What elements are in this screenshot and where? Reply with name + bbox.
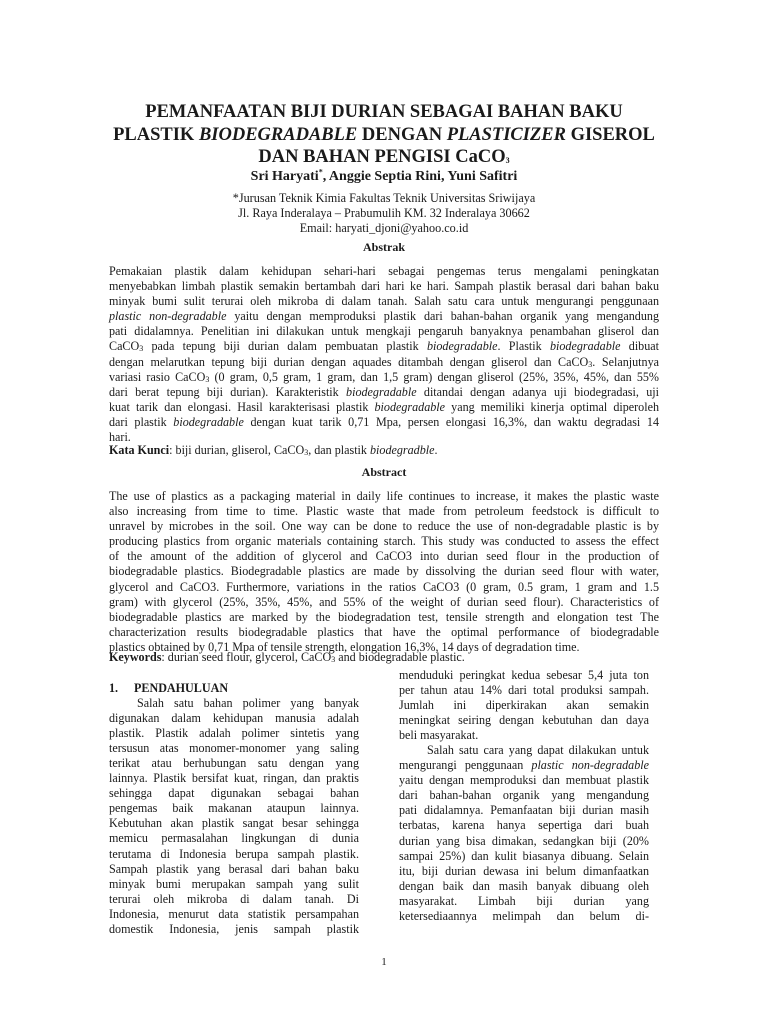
body-line: yaitu dengan memproduksi dan membuat plastik [399,773,649,788]
body-line: memicu permasalahan lingkungan di dunia [109,831,359,846]
abstract-line: gram) with glycerol (25%, 35%, 45%, and 55% of the weight of durian seed flour). Characteristics of [109,594,659,609]
body-line: lainnya. Plastik bersifat kuat, ringan, dan praktis [109,771,359,786]
abstrak-line: dari plastik biodegradable dengan kuat tarik 0,71 Mpa, persen elongasi 16,3%, dan waktu degradasi 14 [109,414,659,429]
author-list [60,168,708,186]
body-line: durian yang bisa dimakan, sedangkan biji (20% [399,833,649,848]
body-line: beli masyarakat. [399,728,479,743]
body-line: dari bahan-bahan organik yang mengandung [399,788,649,803]
abstract-line: characterization results biodegradable plastics that have the optimal performance of biodegradable [109,624,659,639]
body-line: Kebutuhan akan plastik sangat besar sehingga [109,816,359,831]
abstrak-line: pati didalamnya. Penelitian ini dilakukan untuk mengkaji pengaruh banyaknya penambahan gliserol dan [109,324,659,339]
body-line: terikat atau berhubungan satu dengan yang [109,756,359,771]
body-line: terbatas, karena hanya sepertiga dari buah [399,818,649,833]
title-line-3: DAN BAHAN PENGISI CaCO$_3$ [258,147,510,167]
abstract-line: glycerol and CaCO3. Furthermore, variations in the ratios CaCO3 (0 gram, 0.5 gram, 1 gram and 1.5 [109,579,659,594]
abstrak-line: Pemakaian plastik dalam kehidupan sehari-hari sebagai pengemas terus mengalami peningkatan [109,264,659,278]
abstract-line: of the amount of the addition of glycerol and CaCO3 into durian seed flour in the production of [109,549,659,564]
abstrak-line: kuat tarik dan elongasi. Hasil karakterisasi plastik biodegradable yang memiliki kinerja optimal diperoleh [109,399,659,414]
body-line: Salah satu bahan polimer yang banyak [137,696,359,711]
body-line: dengan baik dan masih banyak dibuang oleh [399,878,649,893]
body-line: Salah satu cara yang dapat dilakukan untuk [427,743,649,758]
author-mark: * [318,167,323,177]
abstrak-body [109,264,659,445]
abstract-body [109,489,659,655]
body-line: digunakan dalam kehidupan manusia adalah [109,711,359,726]
body-line: plastik. Plastik adalah polimer sintetis yang [109,726,359,741]
affiliation [60,191,708,237]
body-line: meningkat seiring dengan kebutuhan dan daya [399,713,649,728]
body-line: Jumlah ini diperkirakan akan semakin [399,698,649,713]
body-line: pengemas baik makanan ataupun lainnya. [109,801,359,816]
body-line: sehingga dapat digunakan sebagai bahan [109,786,359,801]
body-column-right [399,668,649,924]
affiliation-line-1: *Jurusan Teknik Kimia Fakultas Teknik Universitas Sriwijaya [232,191,536,205]
abstract-line: plastics obtained by 0,71 Mpa of tensile strength, elongation 16,3%, 14 days of degradation time. [109,639,580,654]
author-name: Sri Haryati [250,169,319,184]
abstract-line: biodegradable plastics are marked by the biodegradation test, tensile strength and elongation test The [109,609,659,624]
abstrak-line: minyak bumi sulit terurai oleh mikroba di dalam tanah. Salah satu cara untuk mengurangi penggunaan [109,294,659,309]
body-line: domestik Indonesia, jenis sampah plastik [109,921,359,936]
abstract-line: producing plastics from organic materials containing starch. This study was conducted to assess the effect [109,534,659,549]
kata-kunci: Kata Kunci: biji durian, gliserol, CaCO$_3$, dan plastik biodegradble. [109,443,438,457]
body-line: sampai 25%) dan kulit biasanya dibuang. Selain [399,848,649,863]
body-column-left [109,681,359,937]
kata-kunci-label: Kata Kunci [109,443,170,457]
body-line: Indonesia, menurut data statistik persampahan [109,906,359,921]
abstract-line: The use of plastics as a packaging material in daily life continues to increase, it makes the plastic waste [109,489,659,503]
abstrak-line: variasi rasio CaCO$_3$ (0 gram, 0,5 gram, 1 gram, dan 1,5 gram) dengan gliserol (25%, 35%, 45%, dan 55% [109,369,659,384]
section-title: PENDAHULUAN [134,681,229,695]
affiliation-line-2: Jl. Raya Inderalaya – Prabumulih KM. 32 Inderalaya 30662 [238,206,530,221]
abstrak-line: menyebabkan limbah plastik semakin bertambah dari hari ke hari. Sampah plastik berasal dari bahan baku [109,279,659,294]
keywords: Keywords: durian seed flour, glycerol, CaCO$_3$ and biodegradable plastic. [109,650,465,664]
abstract-line: biodegradable plastics. Biodegradable plastics are made by dissolving the durian seed flour with water, [109,564,659,579]
abstrak-line: dengan melarutkan tepung biji durian dengan aquades ditambah dengan gliserol dan CaCO$_3$. Selanjutnya [109,354,659,369]
paper-title [60,101,708,169]
abstrak-line: hari. [109,430,131,445]
body-line: ketersediaannya melimpah dan belum di- [399,908,649,923]
body-line: mengurangi penggunaan plastic non-degradable [399,758,649,773]
body-line: tersusun atas monomer-monomer yang saling [109,741,359,756]
body-line: minyak bumi merupakan sampah yang sulit [109,876,359,891]
title-line-2: PLASTIK BIODEGRADABLE DENGAN PLASTICIZER GISEROL [113,124,655,145]
body-line: menduduki peringkat kedua sebesar 5,4 juta ton [399,668,649,682]
body-line: masyarakat. Limbah biji durian yang [399,893,649,908]
body-line: terutama di Indonesia berupa sampah plastik. [109,846,359,861]
abstrak-heading: Abstrak [362,240,405,254]
section-number: 1. [109,681,119,695]
page-number: 1 [381,956,387,968]
abstrak-line: CaCO$_3$ pada tepung biji durian dalam pembuatan plastik biodegradable. Plastik biodegradable dibuat [109,339,660,354]
keywords-label: Keywords [109,650,162,664]
body-line: Sampah plastik yang berasal dari bahan baku [109,861,359,876]
abstract-line: also increasing from time to time. Plastic waste that made from petroleum feedstock is difficult to [109,504,659,519]
body-line: itu, biji durian dewasa ini belum dimanfaatkan [399,863,649,878]
title-line-1: PEMANFAATAN BIJI DURIAN SEBAGAI BAHAN BAKU [145,102,623,122]
body-line: per tahun atau 14% dari total produksi sampah. [399,683,649,698]
section-heading [109,681,359,696]
abstract-line: unravel by microbes in the soil. One way can be done to reduce the use of non-degradable plastic is by [109,519,659,534]
author-email: Email: haryati_djoni@yahoo.co.id [299,221,469,236]
abstrak-line: dari berat tepung biji durian). Karakteristik biodegradable ditandai dengan adanya uji biodegradasi, uji [109,384,659,399]
abstrak-line: plastic non-degradable yaitu dengan memproduksi plastik dari bahan-bahan organik yang mengandung [109,309,659,324]
author-names-rest: , Anggie Septia Rini, Yuni Safitri [322,169,518,184]
abstract-heading: Abstract [361,465,407,479]
body-line: pati didalamnya. Pemanfaatan biji durian masih [399,803,649,818]
body-line: terurai oleh mikroba di dalam tanah. Di [109,891,359,906]
